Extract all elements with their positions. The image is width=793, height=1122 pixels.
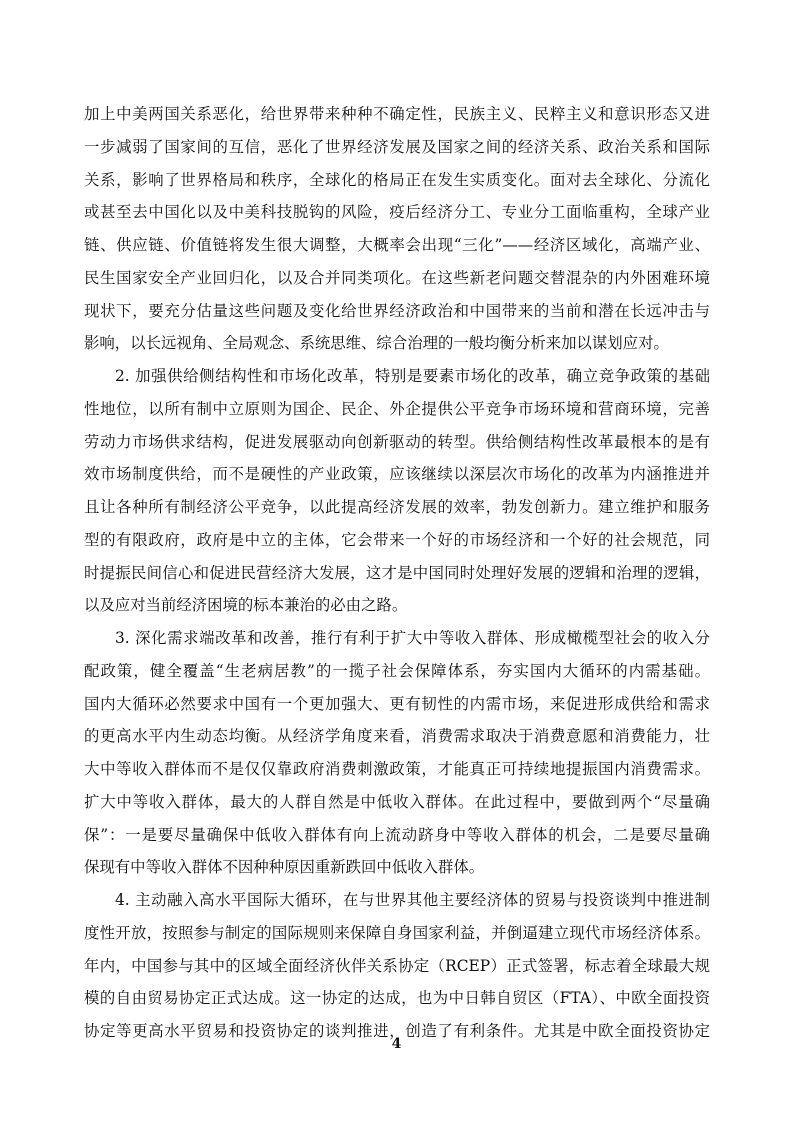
text-line: 协定等更高水平贸易和投资协定的谈判推进，创造了有利条件。尤其是中欧全面投资协定 <box>84 1022 710 1040</box>
text-line: 的更高水平内生动态均衡。从经济学角度来看，消费需求取决于消费意愿和消费能力，壮 <box>84 727 710 746</box>
text-line: 影响，以长远视角、全局观念、系统思维、综合治理的一般均衡分析来加以谋划应对。 <box>84 334 669 353</box>
page-number: 4 <box>391 1036 402 1052</box>
text-line: 年内，中国参与其中的区域全面经济伙伴关系协定（RCEP）正式签署，标志着全球最大规 <box>84 956 710 975</box>
text-line: 或甚至去中国化以及中美科技脱钩的风险，疫后经济分工、专业分工面临重构，全球产业 <box>84 203 710 222</box>
text-line: 3. 深化需求端改革和改善，推行有利于扩大中等收入群体、形成橄榄型社会的收入分 <box>115 629 710 647</box>
text-line: 度性开放，按照参与制定的国际规则来保障自身国家利益，并倒逼建立现代市场经济体系。 <box>84 923 710 942</box>
text-line: 加上中美两国关系恶化，给世界带来种种不确定性，民族主义、民粹主义和意识形态又进 <box>84 105 710 123</box>
text-line: 时提振民间信心和促进民营经济大发展，这才是中国同时处理好发展的逻辑和治理的逻辑， <box>84 563 710 582</box>
text-line: 且让各种所有制经济公平竞争，以此提高经济发展的效率，勃发创新力。建立维护和服务 <box>84 498 710 516</box>
text-line: 效市场制度供给，而不是硬性的产业政策，应该继续以深层次市场化的改革为内涵推进并 <box>84 465 710 484</box>
text-line: 2. 加强供给侧结构性和市场化改革，特别是要素市场化的改革，确立竞争政策的基础 <box>115 367 710 385</box>
text-line: 以及应对当前经济困境的标本兼治的必由之路。 <box>84 596 408 615</box>
text-line: 配政策，健全覆盖“生老病居教”的一揽子社会保障体系，夯实国内大循环的内需基础。 <box>84 661 710 680</box>
text-line: 国内大循环必然要求中国有一个更加强大、更有韧性的内需市场，来促进形成供给和需求 <box>84 694 710 713</box>
text-line: 民生国家安全产业回归化，以及合并同类项化。在这些新老问题交替混杂的内外困难环境 <box>84 268 710 287</box>
paragraph <box>84 360 710 622</box>
text-line: 关系，影响了世界格局和秩序，全球化的格局正在发生实质变化。面对去全球化、分流化 <box>84 170 710 189</box>
text-line: 型的有限政府，政府是中立的主体，它会带来一个好的市场经济和一个好的社会规范，同 <box>84 530 710 549</box>
text-line: 扩大中等收入群体，最大的人群自然是中低收入群体。在此过程中，要做到两个“尽量确 <box>84 792 710 811</box>
text-line: 性地位，以所有制中立原则为国企、民企、外企提供公平竞争市场环境和营商环境，完善 <box>84 399 710 418</box>
text-line: 保”：一是要尽量确保中低收入群体有向上流动跻身中等收入群体的机会，二是要尽量确 <box>84 825 710 844</box>
paragraph <box>84 884 710 1048</box>
text-line: 现状下，要充分估量这些问题及变化给世界经济政治和中国带来的当前和潜在长远冲击与 <box>84 301 710 320</box>
text-line: 链、供应链、价值链将发生很大调整，大概率会出现“三化”——经济区域化，高端产业、 <box>84 236 710 254</box>
text-line: 4. 主动融入高水平国际大循环，在与世界其他主要经济体的贸易与投资谈判中推进制 <box>115 891 710 909</box>
document-body <box>84 98 710 1048</box>
text-line: 保现有中等收入群体不因种种原因重新跌回中低收入群体。 <box>84 858 485 877</box>
text-line: 大中等收入群体而不是仅仅靠政府消费刺激政策，才能真正可持续地提振国内消费需求。 <box>84 760 710 778</box>
paragraph <box>84 98 710 360</box>
paragraph <box>84 622 710 884</box>
text-line: 劳动力市场供求结构，促进发展驱动向创新驱动的转型。供给侧结构性改革最根本的是有 <box>84 432 710 451</box>
text-line: 一步减弱了国家间的互信，恶化了世界经济发展及国家之间的经济关系、政治关系和国际 <box>84 137 710 156</box>
text-line: 模的自由贸易协定正式达成。这一协定的达成，也为中日韩自贸区（FTA）、中欧全面投资 <box>84 989 710 1008</box>
